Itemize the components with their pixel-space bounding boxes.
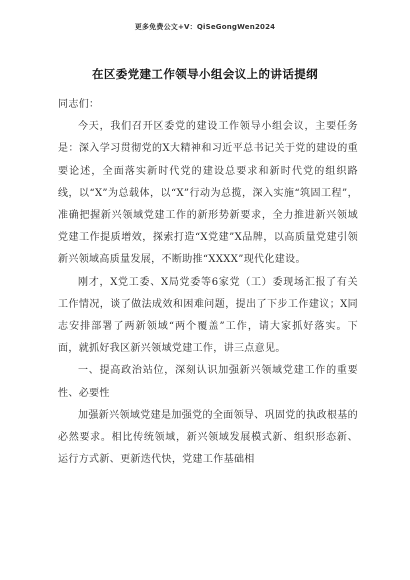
document-title: 在区委党建工作领导小组会议上的讲话提纲 <box>91 67 319 81</box>
salutation: 同志们： <box>58 99 100 110</box>
header-note: 更多免费公文+V：QiSeGongWen2024 <box>134 23 276 31</box>
section-heading: 一、提高政治站位，深刻认识加强新兴领域党建工作的重要性、必要性 <box>58 365 358 399</box>
paragraph: 刚才，X党工委、X局党委等6家党（工）委现场汇报了有关工作情况，谈了做法成效和困难问题，提出了下步工作建议；X同志安排部署了两新领域“两个覆盖”工作，请大家抓好落实。下面，就抓好我区新兴领域党建工作，讲三点意见。 <box>58 276 358 355</box>
paragraph: 加强新兴领域党建是加强党的全面领导、巩固党的执政根基的必然要求。相比传统领域，新兴领域发展模式新、组织形态新、运行方式新、更新迭代快，党建工作基础相 <box>58 409 358 466</box>
paragraph: 今天，我们召开区委党的建设工作领导小组会议，主要任务是：深入学习贯彻党的X大精神和习近平总书记关于党的建设的重要论述，全面落实新时代党的建设总要求和新时代党的组织路线，以“X”为总载体，以“X”行动为总揽，深入实施“筑固工程”，准确把握新兴领域党建工作的新形势新要求，全力推进新兴领域党建工作提质增效，探索打造“X党建”X品牌，以高质量党建引领新兴领域高质量发展，不断助推“XXXX”现代化建设。 <box>58 121 358 266</box>
document-body <box>58 94 358 471</box>
